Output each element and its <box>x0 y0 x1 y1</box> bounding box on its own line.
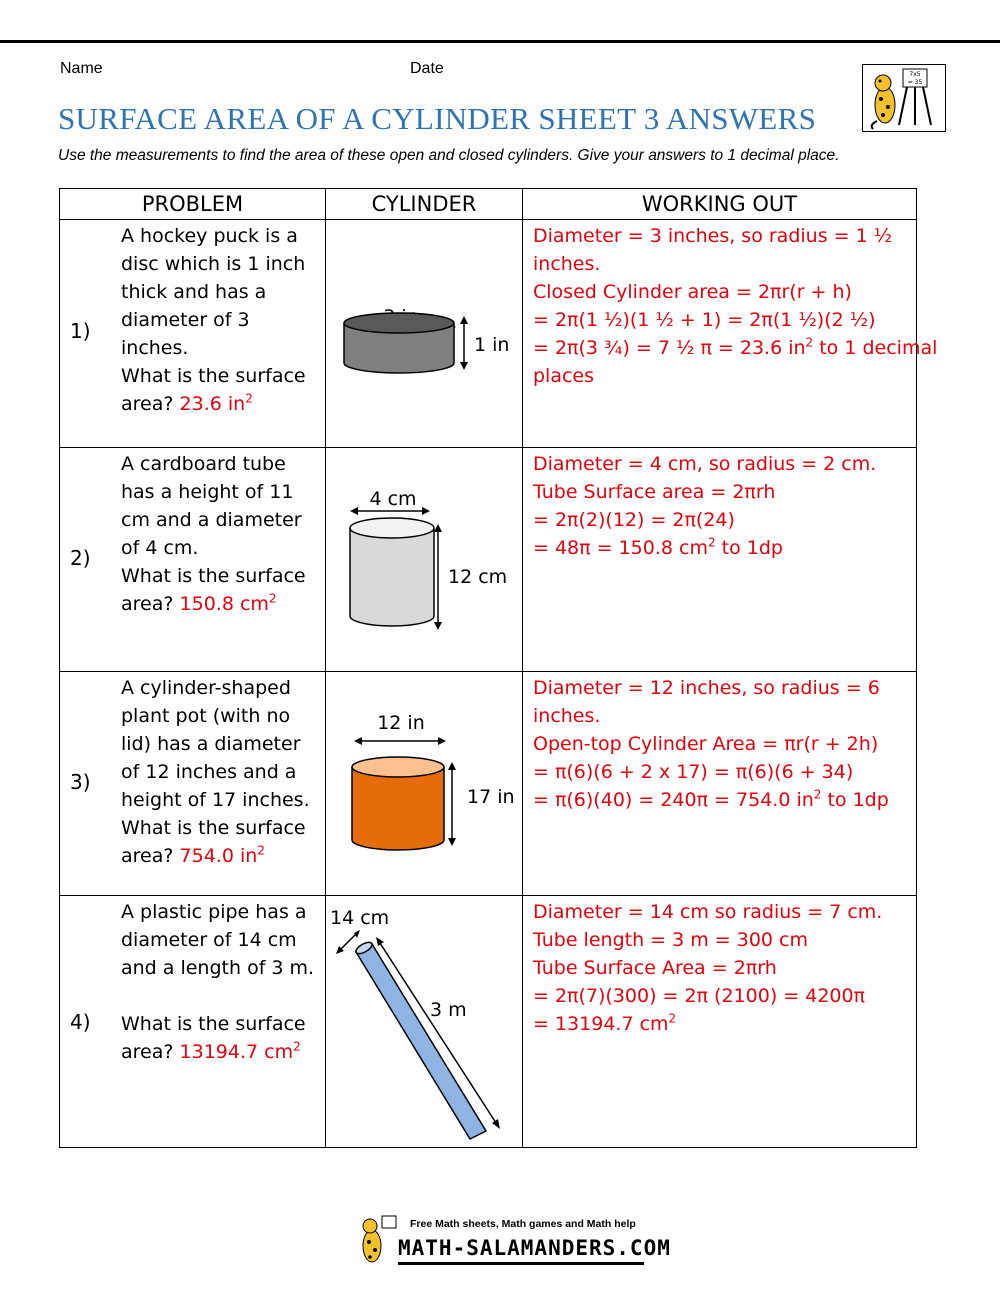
name-label: Name <box>60 60 103 77</box>
table-row <box>60 448 917 672</box>
svg-text:7x5: 7x5 <box>909 71 921 78</box>
working-cell <box>523 448 917 672</box>
date-label: Date <box>410 60 444 77</box>
working-cell <box>523 220 938 448</box>
width-label: 4 cm <box>369 488 417 510</box>
cylinder-diagram <box>326 220 523 447</box>
problem-cell <box>60 220 326 448</box>
width-label: 12 in <box>377 712 425 734</box>
footer-underline <box>398 1262 644 1265</box>
header-cylinder: CYLINDER <box>326 189 523 220</box>
header-working-out: WORKING OUT <box>523 189 917 220</box>
salamander-icon <box>354 1214 398 1266</box>
header-problem: PROBLEM <box>60 189 326 220</box>
table-row <box>60 896 917 1148</box>
cylinder-cell <box>326 672 523 896</box>
cylinder-cell <box>326 896 523 1148</box>
working-text: Diameter = 14 cm so radius = 7 cm. Tube length = 3 m = 300 cm Tube Surface Area = 2πrh = 2π(7)(300) = 2π (2100) = 4200π = 13194.7 $cm^2$ <box>533 901 883 1035</box>
height-label: 17 in <box>467 786 515 808</box>
width-label: 14 cm <box>330 907 390 929</box>
answer-value: 150.8 cm <box>179 593 269 615</box>
working-text: Diameter = 3 inches, so radius = 1 ½ inches. Closed Cylinder area = 2πr(r + h) = 2π(1 ½)(1 ½ + 1) = 2π(1 ½)(2 ½) = 2π(3 ¾) = 7 ½ π = 23.6 $in^2$ to 1 decimal places <box>533 225 938 387</box>
page-title: SURFACE AREA OF A CYLINDER SHEET 3 ANSWERS <box>58 101 817 136</box>
problem-text: A hockey puck is a disc which is 1 inch thick and has a diameter of 3 inches. What is the surface area? 23.6 $in^2$ <box>121 225 306 415</box>
problem-text: A plastic pipe has a diameter of 14 cm and a length of 3 m. What is the surface area? 13194.7 $cm^2$ <box>121 901 315 1063</box>
problem-cell <box>60 672 326 896</box>
problem-number: 3) <box>70 770 91 794</box>
table-header-row <box>60 189 917 220</box>
cylinder-cell <box>326 220 523 448</box>
answer-value: 23.6 in <box>179 393 246 415</box>
svg-text:= 35: = 35 <box>907 79 923 86</box>
table-row <box>60 220 917 448</box>
footer-site: MATH-SALAMANDERS.COM <box>398 1236 671 1260</box>
cylinder-diagram <box>326 448 523 671</box>
table-row <box>60 672 917 896</box>
problem-number: 2) <box>70 546 91 570</box>
height-label: 1 in <box>474 334 510 356</box>
problem-number: 1) <box>70 319 91 343</box>
working-cell <box>523 672 917 896</box>
answer-value: 754.0 in <box>179 845 258 867</box>
working-text: Diameter = 4 cm, so radius = 2 cm. Tube Surface area = 2πrh = 2π(2)(12) = 2π(24) = 48π = 150.8 $cm^2$ to 1dp <box>533 453 877 559</box>
height-label: 3 m <box>430 999 467 1021</box>
footer-logo <box>354 1214 671 1266</box>
height-label: 12 cm <box>448 566 508 588</box>
pipe-diagram <box>326 896 523 1147</box>
problem-cell <box>60 448 326 672</box>
top-rule <box>0 40 1000 43</box>
cylinder-cell <box>326 448 523 672</box>
cylinder-diagram <box>326 672 523 895</box>
problem-text: A cardboard tube has a height of 11 cm and a diameter of 4 cm. What is the surface area? 150.8 $cm^2$ <box>121 453 306 615</box>
working-cell <box>523 896 917 1148</box>
instructions: Use the measurements to find the area of these open and closed cylinders. Give your answers to 1 decimal place. <box>58 147 840 164</box>
working-text: Diameter = 12 inches, so radius = 6 inches. Open-top Cylinder Area = πr(r + 2h) = π(6)(6 + 2 x 17) = π(6)(6 + 34) = π(6)(40) = 240π = 754.0 $in^2$ to 1dp <box>533 677 889 811</box>
problem-cell <box>60 896 326 1148</box>
salamander-logo <box>862 64 946 132</box>
footer-tagline: Free Math sheets, Math games and Math help <box>410 1218 636 1230</box>
answer-value: 13194.7 cm <box>179 1041 294 1063</box>
problem-text: A cylinder-shaped plant pot (with no lid) has a diameter of 12 inches and a height of 17 inches. What is the surface area? 754.0 $in^2$ <box>121 677 310 867</box>
problems-table <box>59 188 938 1148</box>
problem-number: 4) <box>70 1010 91 1034</box>
